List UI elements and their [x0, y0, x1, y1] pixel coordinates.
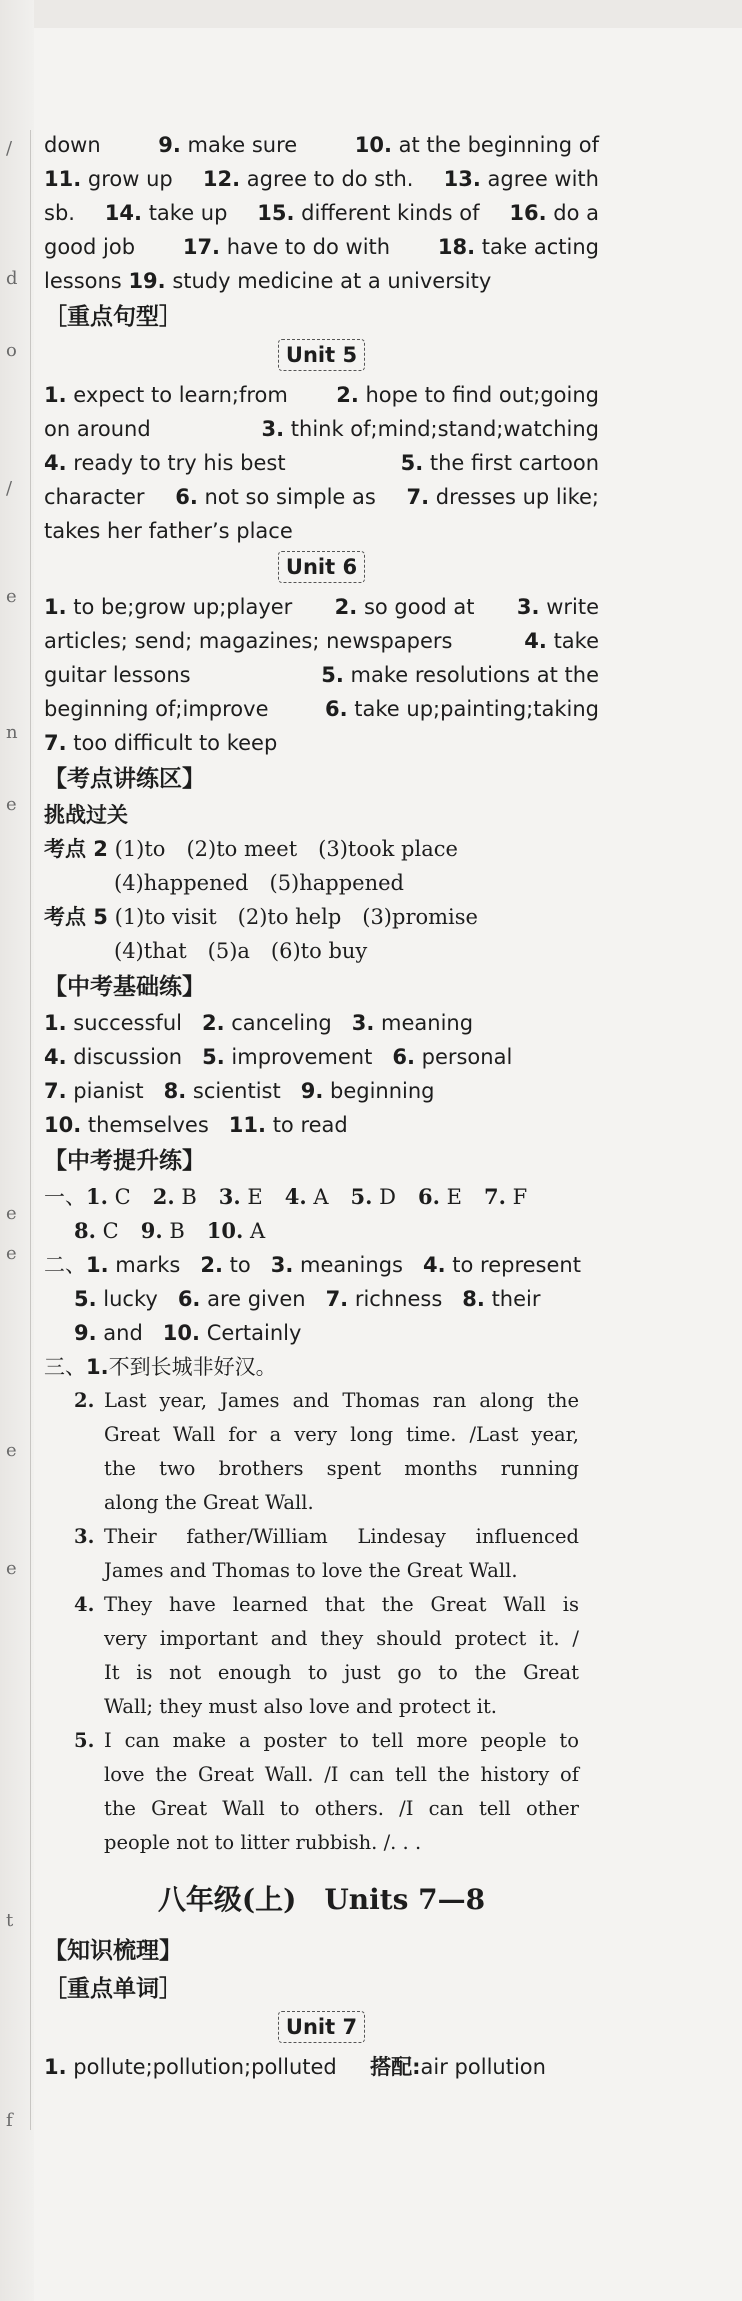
answer-line: 10. themselves 11. to read: [44, 1113, 348, 1137]
unit-5-label: Unit 5: [278, 339, 365, 371]
margin-mark: e: [6, 1440, 17, 1461]
answer-line: down 9. make sure 10. at the beginning of: [44, 133, 599, 157]
answer-line: 9. and 10. Certainly: [74, 1321, 302, 1345]
answer-item: 4. They have learned that the Great Wall is very important and they should protect it. / It is not enough to just go to the Great Wall; they must also love and protect it.: [74, 1593, 579, 1718]
margin-mark: /: [6, 138, 13, 159]
subheading-challenge: 挑战过关: [44, 803, 128, 827]
margin-mark: e: [6, 1243, 17, 1264]
answer-line: 4. discussion 5. improvement 6. personal: [44, 1045, 513, 1069]
answer-line: lessons 19. study medicine at a university: [44, 269, 492, 293]
unit-7-label: Unit 7: [278, 2011, 365, 2043]
section-heading-basic: 【中考基础练】: [44, 974, 205, 1000]
answer-line: 1. pollute;pollution;polluted 搭配:air pollution: [44, 2055, 546, 2079]
answer-line: 1. to be;grow up;player 2. so good at 3. write: [44, 595, 599, 619]
answer-item: 2. Last year, James and Thomas ran along the Great Wall for a very long time. /Last year, the two brothers spent months running along the Great Wall.: [74, 1389, 579, 1514]
answer-line: (4)that (5)a (6)to buy: [114, 939, 368, 963]
answer-line: 11. grow up 12. agree to do sth. 13. agree with: [44, 167, 599, 191]
subheading-vocab: ［重点单词］: [44, 1976, 182, 2002]
margin-mark: e: [6, 586, 17, 607]
section-heading-sentences: ［重点句型］: [44, 304, 182, 330]
section-heading-advanced: 【中考提升练】: [44, 1148, 205, 1174]
answer-line: 4. ready to try his best 5. the first cartoon: [44, 451, 599, 475]
margin-mark: n: [6, 722, 18, 743]
unit-6-label: Unit 6: [278, 551, 365, 583]
answer-content: [44, 128, 599, 2084]
answer-line: 二、1. marks 2. to 3. meanings 4. to represent: [44, 1253, 581, 1277]
answer-line: (4)happened (5)happened: [114, 871, 405, 895]
margin-mark: t: [6, 1910, 14, 1931]
margin-mark: d: [6, 268, 18, 289]
margin-rule: [30, 130, 31, 2130]
grade-title: 八年级(上) Units 7—8: [157, 1883, 486, 1916]
answer-item: 5. I can make a poster to tell more people to love the Great Wall. /I can tell the history of the Great Wall to others. /I can tell other people not to litter rubbish. /. . .: [74, 1729, 579, 1854]
answer-line: 1. expect to learn;from 2. hope to find out;going: [44, 383, 599, 407]
top-shadow: [0, 0, 742, 28]
left-margin: [0, 0, 34, 2301]
answer-line: 一、1. C 2. B 3. E 4. A 5. D 6. E 7. F: [44, 1184, 528, 1209]
margin-mark: o: [6, 340, 17, 361]
answer-line: character 6. not so simple as 7. dresses up like;: [44, 485, 599, 509]
answer-line: on around 3. think of;mind;stand;watching: [44, 417, 599, 441]
answer-line: takes her father’s place: [44, 519, 293, 543]
section-heading-kaodian: 【考点讲练区】: [44, 766, 205, 792]
section-heading-knowledge: 【知识梳理】: [44, 1938, 182, 1964]
margin-mark: f: [6, 2110, 13, 2131]
answer-item: 3. Their father/William Lindesay influenced James and Thomas to love the Great Wall.: [74, 1525, 579, 1582]
answer-line: guitar lessons 5. make resolutions at the: [44, 663, 599, 687]
answer-line: good job 17. have to do with 18. take acting: [44, 235, 599, 259]
answer-line: 7. too difficult to keep: [44, 731, 278, 755]
margin-mark: e: [6, 1203, 17, 1224]
answer-line: 考点 5 (1)to visit (2)to help (3)promise: [44, 905, 478, 929]
margin-mark: /: [6, 478, 13, 499]
answer-line: 三、1.不到长城非好汉。: [44, 1355, 277, 1379]
answer-line: sb. 14. take up 15. different kinds of 16. do a: [44, 201, 599, 225]
answer-line: 考点 2 (1)to (2)to meet (3)took place: [44, 837, 458, 861]
answer-line: 8. C 9. B 10. A: [74, 1218, 266, 1243]
answer-line: articles; send; magazines; newspapers 4. take: [44, 629, 599, 653]
margin-mark: e: [6, 1558, 17, 1579]
answer-line: beginning of;improve 6. take up;painting;taking: [44, 697, 599, 721]
margin-mark: e: [6, 794, 17, 815]
answer-line: 7. pianist 8. scientist 9. beginning: [44, 1079, 435, 1103]
answer-line: 1. successful 2. canceling 3. meaning: [44, 1011, 474, 1035]
answer-line: 5. lucky 6. are given 7. richness 8. their: [74, 1287, 541, 1311]
